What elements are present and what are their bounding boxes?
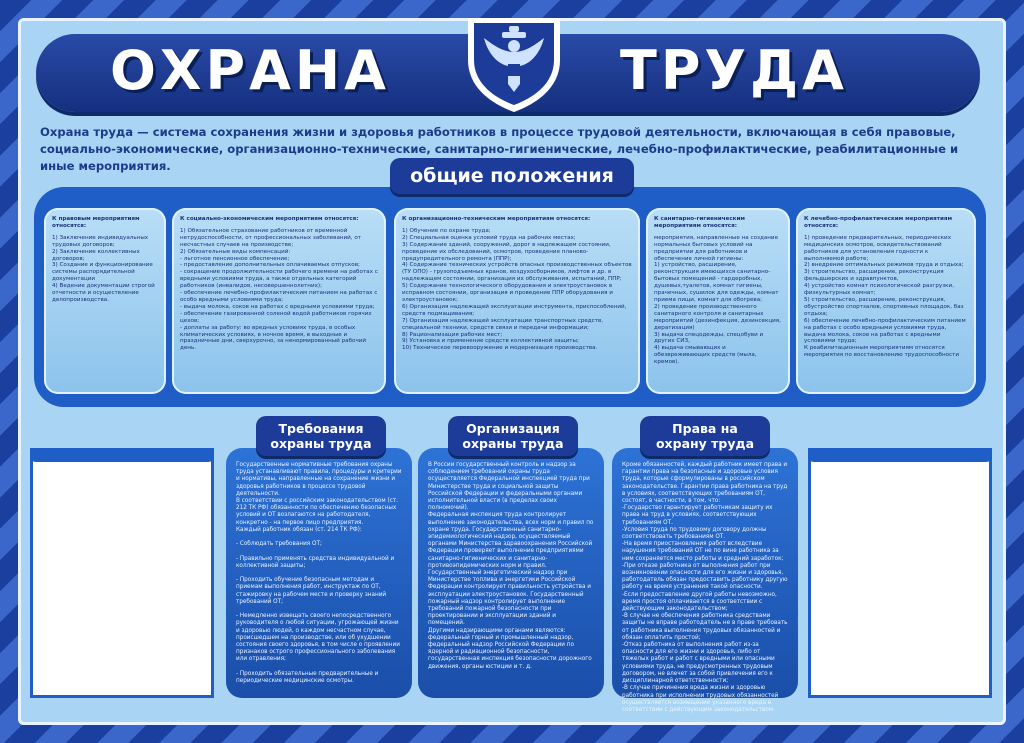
card-header: К организационно-техническим мероприятиям относятся: xyxy=(402,216,591,222)
right-blank-pocket xyxy=(808,448,992,698)
card-header: К правовым мероприятиям относятся: xyxy=(52,216,140,229)
card-body: 1) Заключение индивидуальных трудовых договоров; 2) Заключение коллективных договоров; 3) Создание и функционирование системы распорядительной документации 4) Ведение документации строгой отчетности и осуществление делопроизводства. xyxy=(52,234,155,303)
card-legal xyxy=(44,208,166,394)
card-organizational-technical xyxy=(394,208,640,394)
intro-paragraph: Охрана труда — система сохранения жизни и здоровья работников в процессе трудовой деятельности, включающая в себя правовые, социально-экономические, организационно-технические, санитарно-гигиенические, лечебно-профилактические, реабилитационные и иные мероприятия. xyxy=(40,125,959,173)
coat-of-arms-icon xyxy=(462,14,566,114)
card-header: К социально-экономическим мероприятиям относятся: xyxy=(180,216,359,222)
column-requirements: Государственные нормативные требования охраны труда устанавливают правила, процедуры и критерии и нормативы, направленные на сохранение жизни и здоровья работников в процессе трудовой деятельности. В соответствии с российским законодательством (ст. 212 ТК РФ) обязанности по обеспечению безопасных условий и ОТ возлагаются на работодателя, конкретно - на первое лицо предприятия. Каждый работник обязан (ст. 214 ТК РФ): - Соблюдать требования ОТ; - Правильно применять средства индивидуальной и коллективной защиты; - Проходить обучение безопасным методам и приемам выполнения работ, инструктаж по ОТ, стажировку на рабочем месте и проверку знаний требований ОТ; - Немедленно извещать своего непосредственного руководителя о любой ситуации, угрожающей жизни и здоровью людей, о каждом несчастном случае, происшедшем на производстве, или об ухудшении состояния своего здоровья, в том числе о проявлении признаков острого профессионального заболевания или отравления; - Проходить обязательные предварительные и периодические медицинские осмотры. xyxy=(226,448,412,698)
card-body: мероприятия, направленные на создание нормальных бытовых условий на предприятии для работников и обеспечение личной гигиены: 1) устройство, расширение, реконструкция имеющихся санитарно-бытовых помещений - гардеробных, душевых,туалетов, комнат гигиены, прачечных, сушилок для одежды, комнат приема пищи, комнат для обогрева; 2) проведение производственного санитарного контроля и санитарных мероприятий (дезинфекция, дезинсекция, дератизация) 3) выдача спецодежды, спецобуви и других СИЗ, 4) выдача смывающих и обезвреживающих средств (мыла, кремов). xyxy=(654,234,781,366)
card-body: 1) проведение предварительных, периодических медицинских осмотров, освидетельствований работников для установления годности к выполняемой работе; 2) внедрение оптимальных режимов труда и отдыха; 3) строительство, расширение, реконструкция фельдшерских и здравпунктов, 4) устройство комнат психологической разгрузки, физкультурных комнат; 5) строительство, расширение, реконструкция, обустройство спортзалов, спортивных площадок, баз отдыха; 6) обеспечение лечебно-профилактическим питанием на работах с особо вредными условиями труда, выдача молока, соков на работах с вредными условиями труда; К реабилитационным мероприятиям относятся мероприятия по восстановлению трудоспособности xyxy=(804,234,966,359)
general-provisions-heading: общие положения xyxy=(390,158,634,194)
card-body: 1) Обучение по охране труда; 2) Специальная оценка условий труда на рабочих местах; 3) Содержание зданий, сооружений, дорог в надлежащем состоянии, проведение их обследований, осмотров, проведение планово-предупредительного ремонта (ППР); 4) Содержание технических устройств опасных производственных объектов (ТУ ОПО) - грузоподъемных кранов, воздухосборников, лифтов и др. в надлежащем состоянии, организация их обслуживания, испытаний, ППР; 5) Содержание технологического оборудования и электроустановок в исправном состоянии, организация и проведение ППР оборудования и электроустановок; 6) Организация надлежащей эксплуатации инструмента, приспособлений, средств подмащивания; 7) Организация надлежащей эксплуатации транспортных средств, специальной техники, средств связи и передачи информации; 8) Рационализация рабочих мест; 9) Установка и применение средств коллективной защиты; 10) Техническое перевооружение и модернизация производства. xyxy=(402,227,632,352)
title-left: ОХРАНА xyxy=(110,39,390,102)
card-socio-economic xyxy=(172,208,386,394)
rights-heading: Права на охрану труда xyxy=(640,416,770,456)
card-body: 1) Обязательное страхование работников от временной нетрудоспособности, от профессиональных заболеваний, от несчастных случаев на производстве; 2) Обязательные виды компенсаций: - льготное пенсионное обеспечение; - предоставление дополнительных оплачиваемых отпусков; - сокращение продолжительности рабочего времени на работах с вредными условиями труда, а также отдельных категорий работников (инвалидов, несовершеннолетних); - обеспечение лечебно-профилактическим питанием на работах с особо вредными условиями труда; - выдача молока, соков на работах с вредными условиями труда; - обеспечение газированной соленой водой работников горячих цехов; - доплаты за работу: во вредных условиях труда, в особых климатических условиях, в ночное время, в выходные и праздничные дни, сверхурочно, за ненормированный рабочий день. xyxy=(180,227,378,352)
title-right: ТРУДА xyxy=(620,39,848,102)
requirements-heading: Требования охраны труда xyxy=(256,416,386,456)
organization-heading: Организация охраны труда xyxy=(448,416,578,456)
card-medical-preventive xyxy=(796,208,976,394)
card-header: К лечебно-профилактическим мероприятиям относятся: xyxy=(804,216,953,229)
column-rights: Кроме обязанностей, каждый работник имеет права и гарантии права на безопасные и здоровые условия труда, которые сформулированы в российском законодательстве. Гарантии права работника на труд в условиях, соответствующих требованиям ОТ, состоят, в частности, в том, что: -Государство гарантирует работникам защиту их права на труд в условиях, соответствующих требованиям ОТ. -Условия труда по трудовому договору должны соответствовать требованиям ОТ. -На время приостановления работ вследствие нарушения требований ОТ не по вине работника за ним сохраняется место работы и средний заработок; -При отказе работника от выполнения работ при возникновении опасности для его жизни и здоровья, работодатель обязан предоставить работнику другую работу на время устранения такой опасности. -Если предоставление другой работы невозможно, время простоя оплачивается в соответствии с действующим законодательством; -В случае не обеспечения работника средствами защиты не вправе работодатель не в праве требовать от работника выполнения трудовых обязанностей и обязан оплатить простой; -Отказ работника от выполнения работ из-за опасности для его жизни и здоровья, либо от тяжелых работ и работ с вредными или опасными условиями труда, не предусмотренных трудовым договором, не влечет за собой привлечения его к дисциплинарной ответственности; -В случае причинения вреда жизни и здоровью работника при исполнении трудовых обязанностей осуществляется возмещение указанного вреда в соответствии с действующим законодательством. xyxy=(612,448,798,698)
card-sanitary-hygienic xyxy=(646,208,790,394)
column-organization: В России государственный контроль и надзор за соблюдением требований охраны труда осуществляется Федеральной инспекцией труда при Министерстве труда и социальной защиты Российской Федерации и федеральными органами исполнительной власти (в пределах своих полномочий). Федеральная инспекция труда контролирует выполнение законодательства, всех норм и правил по охране труда. Государственный санитарно-эпидемиологический надзор, осуществляемый органами Министерства здравоохранения Российской Федерации проверяет выполнение предприятиями санитарно-гигиенических и санитарно-противоэпидемических норм и правил. Государственный энергетический надзор при Министерстве топлива и энергетики Российской Федерации контролирует правильность устройства и эксплуатации электроустановок. Государственный пожарный надзор контролирует выполнение требований пожарной безопасности при проектировании и эксплуатации зданий и помещений. Другими надзирающими органами являются: федеральный горный и промышленный надзор, федеральный надзор Российской Федерации по ядерной и радиационной безопасности, государственная инспекция безопасности дорожного движения, органы юстиции и т. д. xyxy=(418,448,604,698)
left-blank-pocket xyxy=(30,448,214,698)
card-header: К санитарно-гигиеническим мероприятиям относятся: xyxy=(654,216,745,229)
